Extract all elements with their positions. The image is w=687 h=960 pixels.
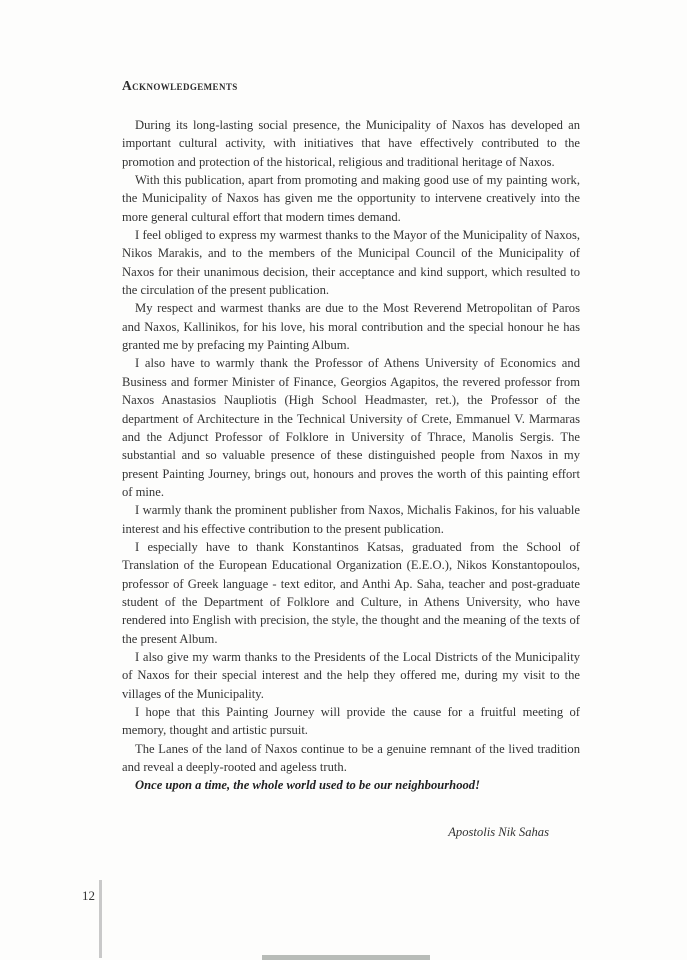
paragraph-6: I warmly thank the prominent publisher from Naxos, Michalis Fakinos, for his valuable interest and his effective contribution to the present publication. [122, 503, 580, 536]
page-heading: Acknowledgements [122, 78, 238, 93]
closing-motto: Once upon a time, the whole world used to be our neighbourhood! [135, 778, 480, 793]
page-number: 12 [82, 888, 95, 903]
margin-rule [99, 880, 102, 958]
paragraph-2: With this publication, apart from promoting and making good use of my painting work, the Municipality of Naxos has given me the opportunity to intervene creatively into the more general cultural effort that modern times demand. [122, 173, 580, 224]
acknowledgements-body [122, 116, 580, 795]
paragraph-10: The Lanes of the land of Naxos continue to be a genuine remnant of the lived tradition and reveal a deeply-rooted and ageless truth. [122, 741, 580, 775]
bottom-image-edge [262, 955, 430, 960]
paragraph-1: During its long-lasting social presence, the Municipality of Naxos has developed an important cultural activity, with initiatives that have effectively contributed to the promotion and protection of the historical, religious and traditional heritage of Naxos. [122, 118, 580, 169]
paragraph-8: I also give my warm thanks to the Presidents of the Local Districts of the Municipality of Naxos for their special interest and the help they offered me, during my visit to the villages of the Municipality. [122, 649, 580, 701]
paragraph-3: I feel obliged to express my warmest thanks to the Mayor of the Municipality of Naxos, Nikos Marakis, and to the members of the Municipal Council of the Municipality of Naxos for their unanimous decision, their acceptance and kind support, which resulted to the circulation of the present publication. [122, 228, 580, 298]
author-signature: Apostolis Nik Sahas [448, 825, 549, 839]
paragraph-7: I especially have to thank Konstantinos Katsas, graduated from the School of Translation of the European Educational Organization (E.E.O.), Nikos Konstantopoulos, professor of Greek language - text editor, and Anthi Ap. Saha, teacher and post-graduate student of the Department of Folklore and Culture, in Athens University, who have rendered into English with precision, the style, the thought and the meaning of the texts of the present Album. [122, 539, 580, 646]
paragraph-5: I also have to warmly thank the Professor of Athens University of Economics and Business and former Minister of Finance, Georgios Agapitos, the revered professor from Naxos Anastasios Naupliotis (High School Headmaster, ret.), the Professor of the department of Architecture in the Technical University of Crete, Emmanuel V. Marmaras and the Adjunct Professor of Folklore in University of Thrace, Manolis Sergis. The substantial and so valuable presence of these distinguished people from Naxos in my present Painting Journey, brings out, honours and proves the worth of this painting effort of mine. [122, 356, 580, 499]
paragraph-4: My respect and warmest thanks are due to the Most Reverend Metropolitan of Paros and Naxos, Kallinikos, for his love, his moral contribution and the special honour he has granted me by prefacing my Painting Album. [122, 301, 580, 353]
paragraph-9: I hope that this Painting Journey will provide the cause for a fruitful meeting of memory, thought and artistic pursuit. [122, 705, 580, 738]
